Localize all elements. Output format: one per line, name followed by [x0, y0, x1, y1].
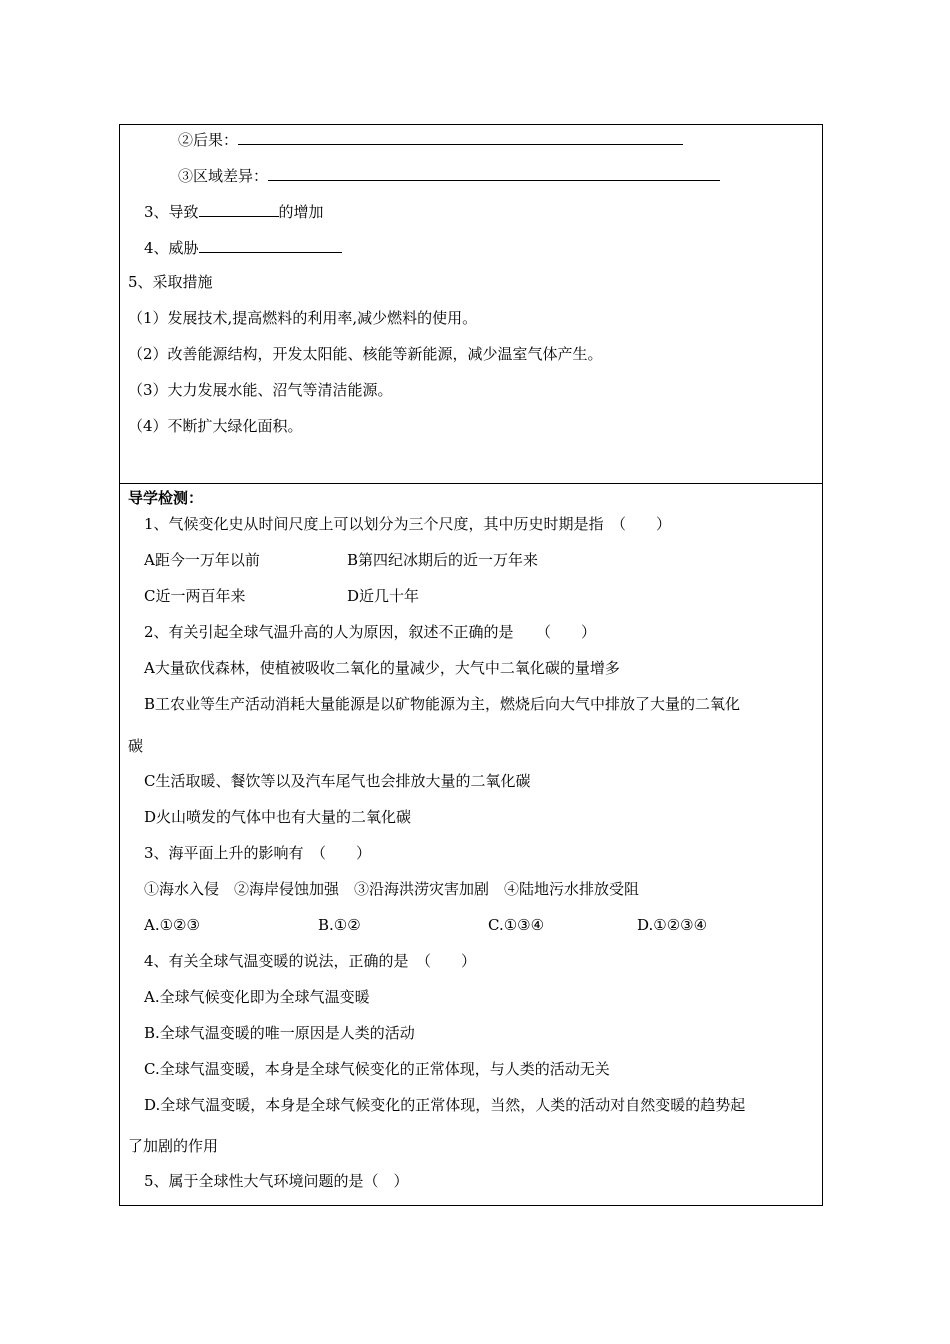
- q2-option-b: B工农业等生产活动消耗大量能源是以矿物能源为主，燃烧后向大气中排放了大量的二氧化: [144, 695, 741, 713]
- measure-2: （2）改善能源结构，开发太阳能、核能等新能源，减少温室气体产生。: [128, 345, 603, 363]
- question-4: 4、有关全球气温变暖的说法，正确的是 （ ）: [144, 952, 477, 970]
- q1-option-a: A距今一万年以前: [144, 551, 260, 569]
- question-5: 5、属于全球性大气环境问题的是（ ）: [144, 1172, 409, 1190]
- q3-option-d: D.①②③④: [637, 916, 708, 934]
- consequence-blank[interactable]: [238, 128, 683, 145]
- q3-statements: ①海水入侵 ②海岸侵蚀加强 ③沿海洪涝灾害加剧 ④陆地污水排放受阻: [144, 880, 640, 898]
- measure-1: （1）发展技术,提高燃料的利用率,减少燃料的使用。: [128, 309, 478, 327]
- regional-diff-line: ③区域差异：: [178, 164, 720, 186]
- item-4-blank[interactable]: [199, 236, 342, 253]
- question-1: 1、气候变化史从时间尺度上可以划分为三个尺度，其中历史时期是指 （ ）: [144, 515, 672, 533]
- q4-option-b: B.全球气温变暖的唯一原因是人类的活动: [144, 1024, 415, 1042]
- q4-option-a: A.全球气候变化即为全球气温变暖: [144, 988, 370, 1006]
- q3-option-a: A.①②③: [144, 916, 200, 934]
- item-3: 3、导致 的增加: [144, 200, 324, 222]
- q4-option-c: C.全球气温变暖，本身是全球气候变化的正常体现，与人类的活动无关: [144, 1060, 610, 1078]
- q2-option-d: D火山喷发的气体中也有大量的二氧化碳: [144, 808, 412, 826]
- item-5: 5、采取措施: [128, 273, 213, 291]
- q1-option-b: B第四纪冰期后的近一万年来: [347, 551, 539, 569]
- q1-option-c: C近一两百年来: [144, 587, 246, 605]
- q4-option-d: D.全球气温变暖，本身是全球气候变化的正常体现，当然，人类的活动对自然变暖的趋势起: [144, 1096, 746, 1114]
- q3-option-b: B.①②: [318, 916, 361, 934]
- item-3-blank[interactable]: [199, 200, 279, 217]
- q1-option-d: D近几十年: [347, 587, 420, 605]
- regional-diff-blank[interactable]: [268, 164, 720, 181]
- q2-option-b-cont: 碳: [128, 737, 144, 755]
- q2-option-c: C生活取暖、餐饮等以及汽车尾气也会排放大量的二氧化碳: [144, 772, 531, 790]
- item-4: 4、威胁: [144, 236, 342, 258]
- measure-4: （4）不断扩大绿化面积。: [128, 417, 303, 435]
- q3-option-c: C.①③④: [488, 916, 545, 934]
- question-3: 3、海平面上升的影响有 （ ）: [144, 844, 372, 862]
- question-2: 2、有关引起全球气温升高的人为原因，叙述不正确的是 （ ）: [144, 623, 597, 641]
- consequence-line: ②后果：: [178, 128, 683, 150]
- section-title: 导学检测：: [128, 489, 204, 507]
- q2-option-a: A大量砍伐森林，使植被吸收二氧化的量减少，大气中二氧化碳的量增多: [144, 659, 620, 677]
- q4-option-d-cont: 了加剧的作用: [128, 1137, 219, 1155]
- measure-3: （3）大力发展水能、沼气等清洁能源。: [128, 381, 393, 399]
